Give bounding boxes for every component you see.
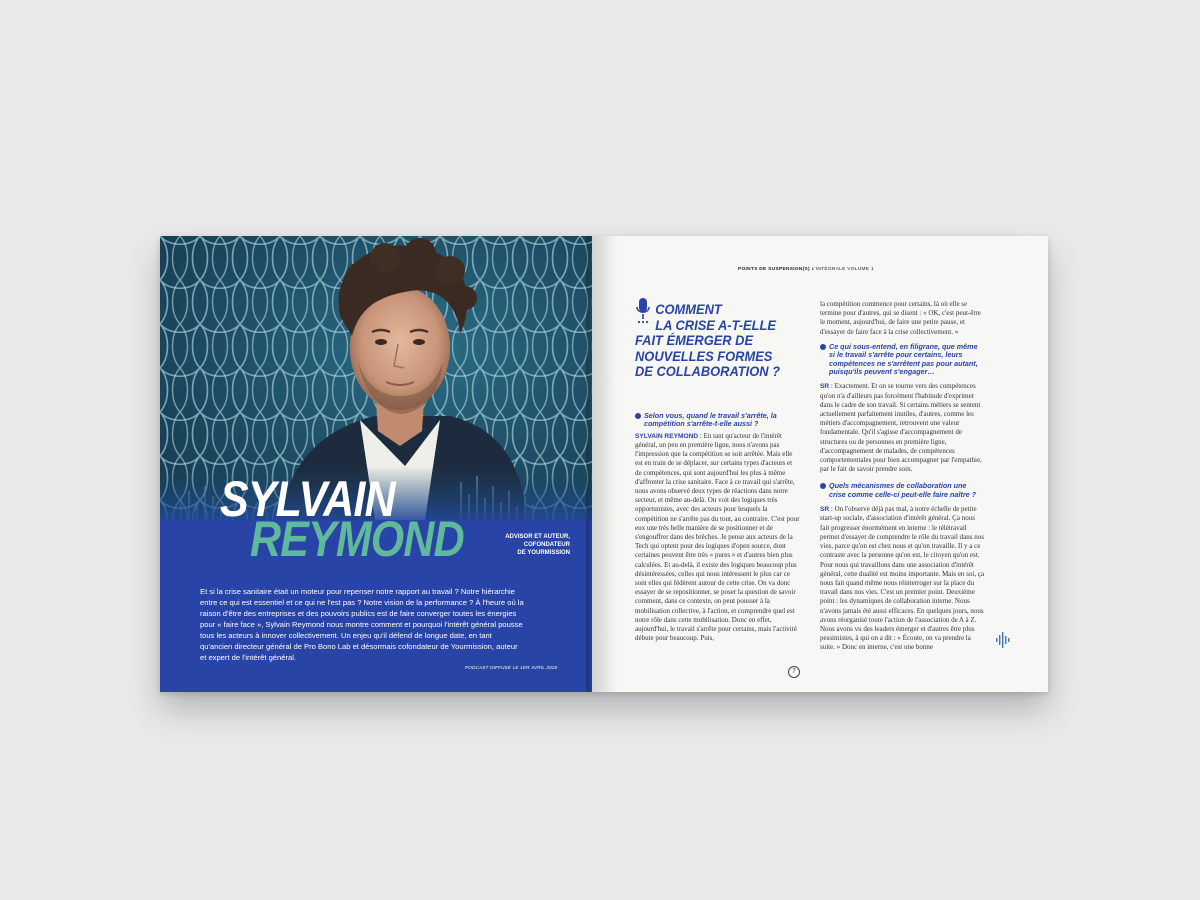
soundwave-icon <box>996 632 1012 648</box>
title-line: NOUVELLES FORMES <box>635 347 773 364</box>
text-column-2 <box>820 300 985 653</box>
page-number: 7 <box>788 666 800 678</box>
podcast-date: PODCAST DIFFUSÉ LE 1ER AVRIL 2020 <box>465 665 558 670</box>
title-line: LA CRISE A-T-ELLE <box>655 316 776 333</box>
first-name-title: SYLVAIN <box>220 471 395 527</box>
answer-paragraph <box>820 382 985 474</box>
lead-paragraph: la compétition commence pour certains, là où elle se termine pour d'autres, qui se disent : « OK, c'est peut-être le moment, aujourd'hui, de faire une petite pause, et d'essayer de faire face à la crise collectivement. » <box>820 300 981 336</box>
interview-question: Quels mécanismes de collaboration une crise comme celle-ci peut-elle faire naître ? <box>820 482 985 499</box>
running-header <box>738 267 874 272</box>
header-volume: L'INTÉGRALE VOLUME 1 <box>809 267 874 272</box>
answer-text: : En tant qu'acteur de l'intérêt général, un peu en première ligne, nous n'avons pas l'impression que la compétition se soit arrêtée. Mais elle est en train de se déplacer, sur certains types d'acteurs et de compétences, qui sont aujourd'hui les plus à même d'affronter la crise sanitaire. Face à ce travail qui s'arrête, nous avons observé deux types de réactions dans notre secteur, et même au-delà. On voit des logiques très opportunistes, avec des acteurs pour lesquels la compétition ne s'arrête pas du tout, au contraire. C'est pour eux une très belle manière de se positionner et de s'engouffrer dans des brèches. Je pense aux acteurs de la Tech qui optent pour des logiques d'open source, dont certaines peuvent être très « pures » et d'autres bien plus calculées. Et au-delà, il existe des logiques beaucoup plus désintéressées, celles qui nous intéressent le plus car ce sont elles qui fédèrent autour de cette crise. On va donc essayer de se repositionner, se poser la question de savoir comment, dans ce contexte, on peut pousser à la mobilisation collective, à l'action, et comprendre quel est notre rôle dans cette mobilisation. Donc en effet, aujourd'hui, le travail s'arrête pour certains, mais l'activité débute pour beaucoup. Puis, <box>635 431 800 643</box>
answer-paragraph <box>820 505 985 652</box>
answer-text: : Exactement. Et on se tourne vers des compétences qu'on n'a d'ailleurs pas forcément l'habitude d'exprimer dans le cadre de son travail. Si certains métiers se sentent actuellement parfaitement inutiles, d'autres, comme les métiers d'accompagnement, retrouvent une valeur fondamentale. Qu'il s'agisse d'accompagnement de structures ou de personnes en première ligne, d'accompagnement de malades, de compétences comportementales pour bien accompagner par l'empathie, par le fait de savoir prendre soin. <box>820 382 982 474</box>
title-line: COMMENT <box>655 301 722 317</box>
article-title <box>635 302 782 380</box>
interview-question: Selon vous, quand le travail s'arrête, la compétition s'arrête-t-elle aussi ? <box>635 412 800 429</box>
answer-text: : On l'observe déjà pas mal, à notre échelle de petite start-up sociale, d'association d'intérêt général. Ça nous fait progresser énormément en interne : le télétravail permet d'essayer de comprendre le rôle du travail dans nos vies, parce qu'on est chez nous et qu'on travaille. Il y a ce contraste avec la personne qu'on est, le citoyen qu'on est. Pour nous qui travaillons dans une association d'intérêt général, cette dualité est moins importante. Mais en soi, ça nous fait quand même nous réinterroger sur la place du travail dans nos vies. C'est un premier point. Deuxième point : les dynamiques de collaboration interne. Nous n'avons jamais été aussi efficaces. En quelques jours, nous avons réorganisé toute l'action de l'association de A à Z. Nous avons vu des leaders émerger et d'autres être plus pessimistes, à qui on a dit : « Écoute, on va prendre la suite. » Donc en interne, c'est une bonne <box>820 505 985 652</box>
interview-question: Ce qui sous-entend, en filigrane, que même si le travail s'arrête pour certains, leurs compétences ne s'arrêtent pas pour autant, puisqu'ils peuvent s'engager… <box>820 343 985 377</box>
intro-paragraph: Et si la crise sanitaire était un moteur pour repenser notre rapport au travail ? Notre hiérarchie entre ce qui est essentiel et ce qui ne l'est pas ? Notre vision de la performance ? À l'heure où la raison d'être des entreprises et des pouvoirs publics est de faire converger toutes les énergies pour « faire face », Sylvain Reymond nous montre comment et pourquoi l'intérêt général pousse tous les acteurs à innover collectivement. Un enjeu qu'il défend de longue date, en tant qu'ancien directeur général de Pro Bono Lab et désormais cofondateur de Yourmission, auteur et expert de l'intérêt général. <box>200 587 524 662</box>
header-series: POINTS DE SUSPENSION(S) <box>738 267 810 272</box>
role-line: DE YOURMISSION <box>517 550 570 556</box>
title-line: DE COLLABORATION ? <box>635 363 781 379</box>
last-name-title: REYMOND <box>250 511 464 567</box>
role-line: COFONDATEUR <box>523 542 570 548</box>
speaker-initials: SR <box>820 383 830 391</box>
answer-paragraph <box>635 432 800 644</box>
text-column-1 <box>635 412 800 643</box>
role-caption <box>500 533 570 557</box>
magazine-spread <box>160 236 1048 692</box>
right-page <box>592 236 1048 692</box>
title-line: FAIT ÉMERGER DE <box>635 332 754 348</box>
speaker-name: SYLVAIN REYMOND <box>635 432 699 440</box>
left-page <box>160 236 592 692</box>
speaker-initials: SR <box>820 506 830 514</box>
role-line: ADVISOR ET AUTEUR, <box>505 534 570 540</box>
